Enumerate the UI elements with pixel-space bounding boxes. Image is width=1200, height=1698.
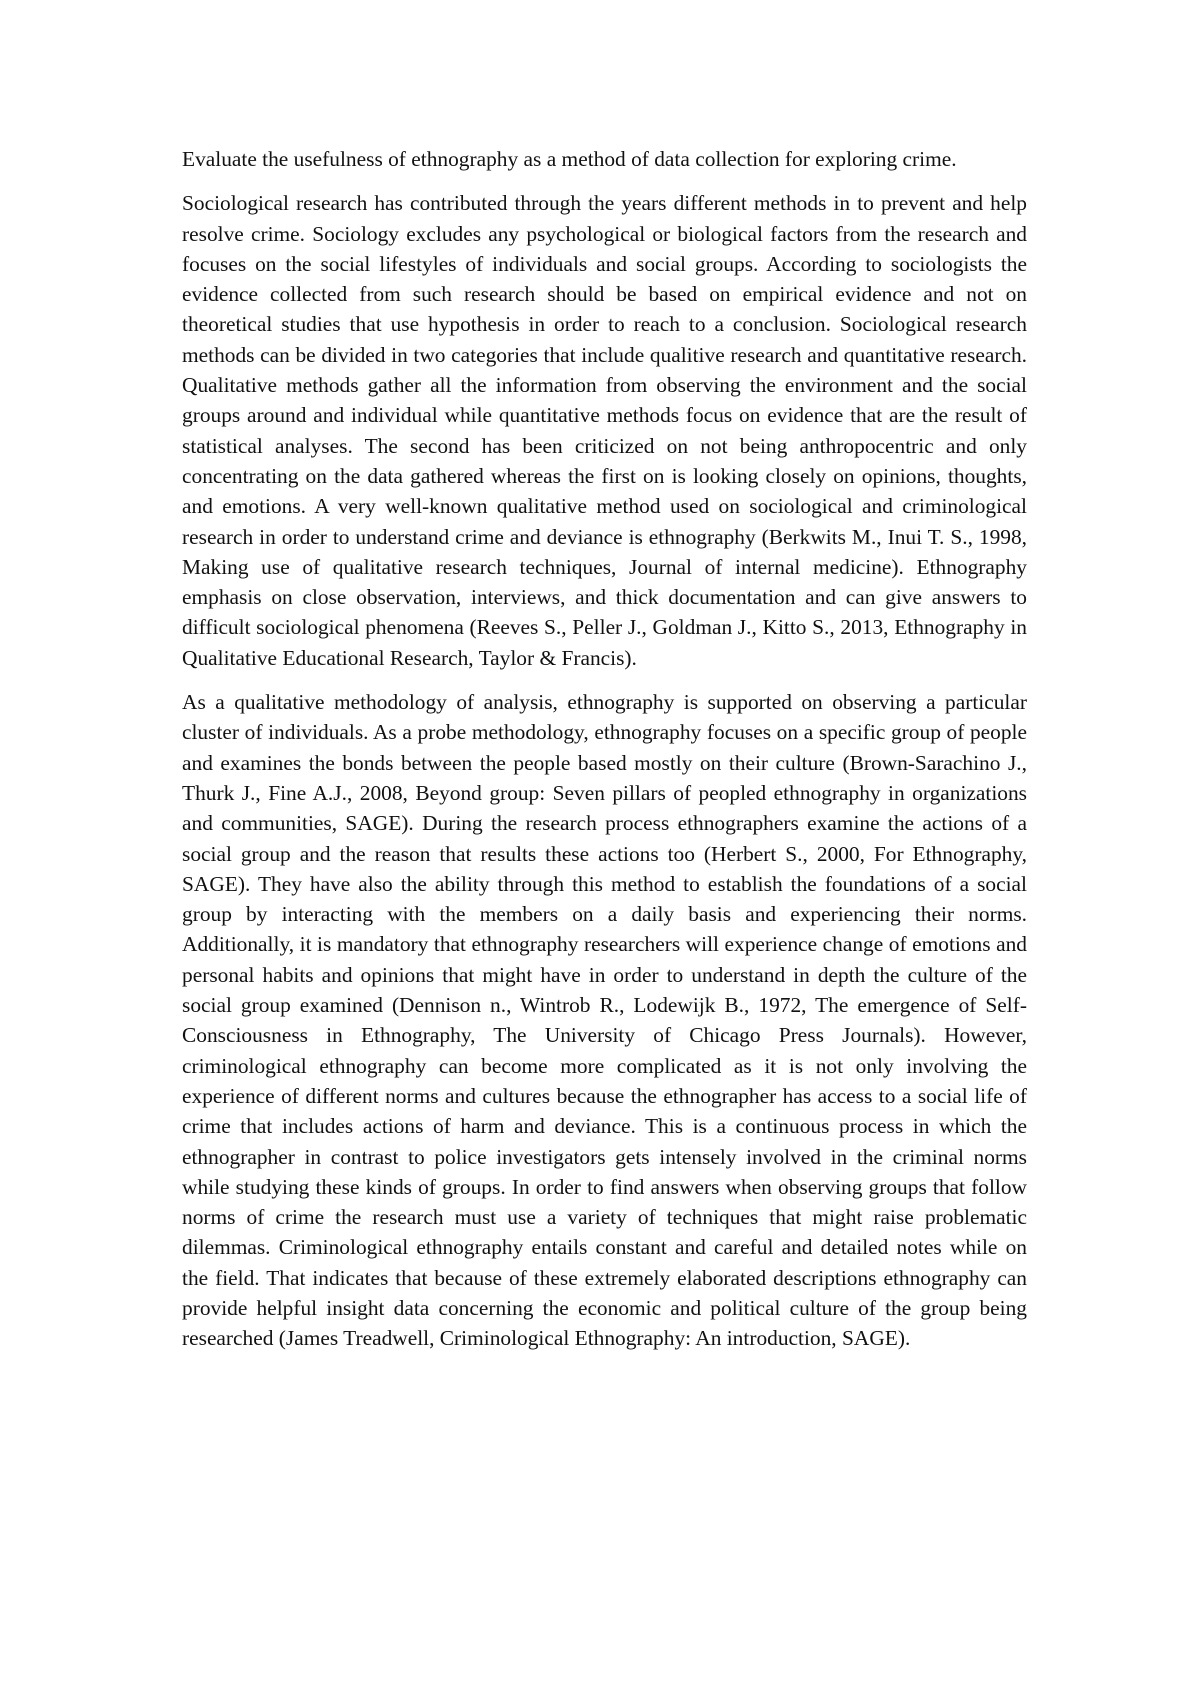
paragraph-introduction: Sociological research has contributed through the years different methods in to prevent and help resolve crime. Sociology excludes any psychological or biological factors from the research and focuses on the social lifestyles of individuals and social groups. According to sociologists the evidence collected from such research should be based on empirical evidence and not on theoretical studies that use hypothesis in order to reach to a conclusion. Sociological research methods can be divided in two categories that include qualitive research and quantitative research. Qualitative methods gather all the information from observing the environment and the social groups around and individual while quantitative methods focus on evidence that are the result of statistical analyses. The second has been criticized on not being anthropocentric and only concentrating on the data gathered whereas the first on is looking closely on opinions, thoughts, and emotions. A very well-known qualitative method used on sociological and criminological research in order to understand crime and deviance is ethnography (Berkwits M., Inui T. S., 1998, Making use of qualitative research techniques, Journal of internal medicine). Ethnography emphasis on close observation, interviews, and thick documentation and can give answers to difficult sociological phenomena (Reeves S., Peller J., Goldman J., Kitto S., 2013, Ethnography in Qualitative Educational Research, Taylor & Francis). <box>182 191 1027 670</box>
essay-question: Evaluate the usefulness of ethnography as a method of data collection for exploring crime. <box>182 147 957 171</box>
paragraph-ethnography-methodology: As a qualitative methodology of analysis, ethnography is supported on observing a particular cluster of individuals. As a probe methodology, ethnography focuses on a specific group of people and examines the bonds between the people based mostly on their culture (Brown-Sarachino J., Thurk J., Fine A.J., 2008, Beyond group: Seven pillars of peopled ethnography in organizations and communities, SAGE). During the research process ethnographers examine the actions of a social group and the reason that results these actions too (Herbert S., 2000, For Ethnography, SAGE). They have also the ability through this method to establish the foundations of a social group by interacting with the members on a daily basis and experiencing their norms. Additionally, it is mandatory that ethnography researchers will experience change of emotions and personal habits and opinions that might have in order to understand in depth the culture of the social group examined (Dennison n., Wintrob R., Lodewijk B., 1972, The emergence of Self-Consciousness in Ethnography, The University of Chicago Press Journals). However, criminological ethnography can become more complicated as it is not only involving the experience of different norms and cultures because the ethnographer has access to a social life of crime that includes actions of harm and deviance. This is a continuous process in which the ethnographer in contrast to police investigators gets intensely involved in the criminal norms while studying these kinds of groups. In order to find answers when observing groups that follow norms of crime the research must use a variety of techniques that might raise problematic dilemmas. Criminological ethnography entails constant and careful and detailed notes while on the field. That indicates that because of these extremely elaborated descriptions ethnography can provide helpful insight data concerning the economic and political culture of the group being researched (James Treadwell, Criminological Ethnography: An introduction, SAGE). <box>182 690 1027 1351</box>
document-body <box>182 144 1027 1368</box>
